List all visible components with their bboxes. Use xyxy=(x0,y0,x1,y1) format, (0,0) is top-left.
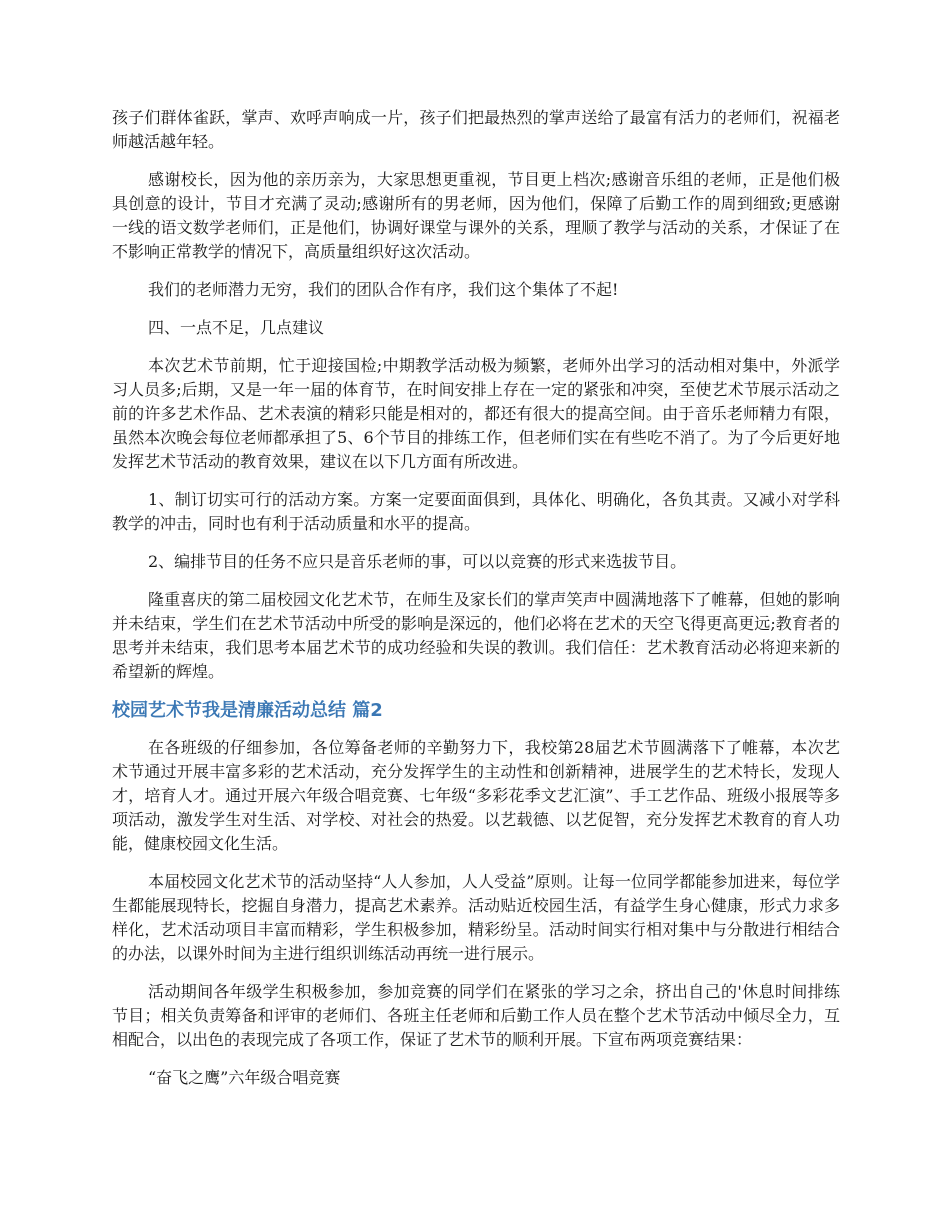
paragraph-festival-intro: 在各班级的仔细参加，各位筹备老师的辛勤努力下，我校第28届艺术节圆满落下了帷幕，本次艺术节通过开展丰富多彩的艺术活动，充分发挥学生的主动性和创新精神，进展学生的艺术特长，发现人才，培育人才。通过开展六年级合唱竞赛、七年级“多彩花季文艺汇演”、手工艺作品、班级小报展等多项活动，激发学生对生活、对学校、对社会的热爱。以艺载德、以艺促智，充分发挥艺术教育的育人功能，健康校园文化生活。 xyxy=(112,738,840,853)
paragraph-shortcomings: 本次艺术节前期，忙于迎接国检;中期教学活动极为频繁，老师外出学习的活动相对集中，外派学习人员多;后期，又是一年一届的体育节，在时间安排上存在一定的紧张和冲突，至使艺术节展示活动之前的许多艺术作品、艺术表演的精彩只能是相对的，都还有很大的提高空间。由于音乐老师精力有限，虽然本次晚会每位老师都承担了5、6个节目的排练工作，但老师们实在有些吃不消了。为了今后更好地发挥艺术节活动的教育效果，建议在以下几方面有所改进。 xyxy=(112,356,840,471)
section-heading: 校园艺术节我是清廉活动总结 篇2 xyxy=(112,700,383,721)
paragraph-teachers-cheer: 孩子们群体雀跃，掌声、欢呼声响成一片，孩子们把最热烈的掌声送给了最富有活力的老师们，祝福老师越活越年轻。 xyxy=(112,108,840,151)
paragraph-suggestion-2: 2、编排节目的任务不应只是音乐老师的事，可以以竞赛的形式来选拔节目。 xyxy=(148,552,687,571)
paragraph-suggestion-1: 1、制订切实可行的活动方案。方案一定要面面俱到，具体化、明确化，各负其责。又减小对学科教学的冲击，同时也有利于活动质量和水平的提高。 xyxy=(112,490,840,533)
document-page xyxy=(112,106,840,1104)
paragraph-conclusion: 隆重喜庆的第二届校园文化艺术节，在师生及家长们的掌声笑声中圆满地落下了帷幕，但她的影响并未结束，学生们在艺术节活动中所受的影响是深远的，他们必将在艺术的天空飞得更高更远;教育者的思考并未结束，我们思考本届艺术节的成功经验和失误的教训。我们信任：艺术教育活动必将迎来新的希望新的辉煌。 xyxy=(112,590,840,681)
paragraph-competition-title: “奋飞之鹰”六年级合唱竞赛 xyxy=(148,1068,341,1087)
paragraph-principle: 本届校园文化艺术节的活动坚持“人人参加，人人受益”原则。让每一位同学都能参加进来，每位学生都能展现特长，挖掘自身潜力，提高艺术素养。活动贴近校园生活，有益学生身心健康，形式力求多样化，艺术活动项目丰富而精彩，学生积极参加，精彩纷呈。活动时间实行相对集中与分散进行相结合的办法，以课外时间为主进行组织训练活动再统一进行展示。 xyxy=(112,872,840,963)
paragraph-team-praise: 我们的老师潜力无穷，我们的团队合作有序，我们这个集体了不起! xyxy=(148,280,619,299)
paragraph-participation: 活动期间各年级学生积极参加，参加竞赛的同学们在紧张的学习之余，挤出自己的'休息时间排练节目；相关负责筹备和评审的老师们、各班主任老师和后勤工作人员在整个艺术节活动中倾尽全力，互相配合，以出色的表现完成了各项工作，保证了艺术节的顺利开展。下宣布两项竞赛结果： xyxy=(112,982,840,1049)
paragraph-subheading-suggestions: 四、一点不足，几点建议 xyxy=(148,318,325,337)
paragraph-thanks: 感谢校长，因为他的亲历亲为，大家思想更重视，节目更上档次;感谢音乐组的老师，正是他们极具创意的设计，节目才充满了灵动;感谢所有的男老师，因为他们，保障了后勤工作的周到细致;更感谢一线的语文数学老师们，正是他们，协调好课堂与课外的关系，理顺了教学与活动的关系，才保证了在不影响正常教学的情况下，高质量组织好这次活动。 xyxy=(112,170,840,261)
